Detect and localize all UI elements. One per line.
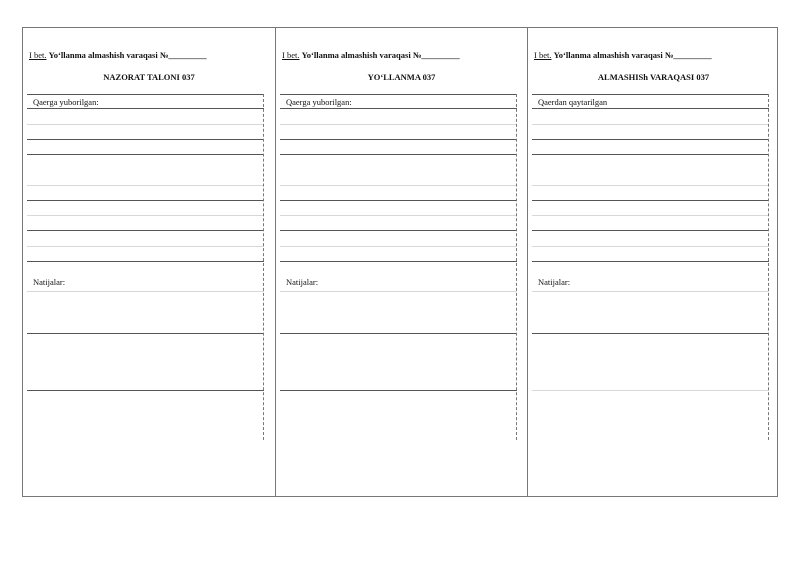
results-label: Natijalar: (538, 277, 571, 287)
form-line (532, 154, 769, 155)
form-line (280, 261, 517, 262)
form-line (532, 333, 769, 334)
form-line (532, 108, 769, 109)
form-line (532, 200, 769, 201)
form-line (27, 291, 264, 292)
form-line (280, 230, 517, 231)
form-line (532, 261, 769, 262)
panel-header (534, 50, 712, 60)
form-line (27, 215, 264, 216)
form-line (27, 124, 264, 125)
panel-referral (275, 28, 527, 496)
panel-title: ALMASHISh VARAQASI 037 (597, 72, 710, 82)
form-line (280, 139, 517, 140)
page-label: I bet. (29, 50, 47, 60)
form-line (280, 108, 517, 109)
panel-header (282, 50, 460, 60)
document-label: Yo‘llanma almashish varaqasi №_________ (553, 50, 712, 60)
form-line (532, 230, 769, 231)
form-line (532, 215, 769, 216)
form-line (532, 185, 769, 186)
cut-line (263, 94, 264, 440)
form-line (280, 333, 517, 334)
form-line (27, 108, 264, 109)
form-line (280, 215, 517, 216)
panel-exchange-sheet (527, 28, 779, 496)
form-line (280, 124, 517, 125)
origin-label: Qaerdan qaytarilgan (538, 97, 608, 107)
document-label: Yo‘llanma almashish varaqasi №_________ (301, 50, 460, 60)
form-line (532, 390, 769, 391)
destination-label: Qaerga yuborilgan: (33, 97, 99, 107)
form-line (27, 154, 264, 155)
form-line (280, 94, 517, 95)
cut-line (768, 94, 769, 440)
form-line (27, 246, 264, 247)
page-label: I bet. (534, 50, 552, 60)
form-line (532, 139, 769, 140)
form-line (27, 333, 264, 334)
destination-label: Qaerga yuborilgan: (286, 97, 352, 107)
panel-control-stub (23, 28, 275, 496)
form-line (280, 200, 517, 201)
form-line (280, 291, 517, 292)
form-sheet (22, 27, 778, 497)
form-line (27, 230, 264, 231)
form-line (27, 185, 264, 186)
form-line (280, 185, 517, 186)
form-line (280, 154, 517, 155)
form-line (27, 200, 264, 201)
results-label: Natijalar: (286, 277, 319, 287)
form-line (27, 139, 264, 140)
form-line (27, 390, 264, 391)
form-line (532, 94, 769, 95)
panel-header (29, 50, 207, 60)
panel-title: YO‘LLANMA 037 (367, 72, 436, 82)
form-line (27, 261, 264, 262)
results-label: Natijalar: (33, 277, 66, 287)
document-label: Yo‘llanma almashish varaqasi №_________ (48, 50, 207, 60)
cut-line (516, 94, 517, 440)
form-line (280, 390, 517, 391)
panel-title: NAZORAT TALONI 037 (103, 72, 195, 82)
page-label: I bet. (282, 50, 300, 60)
form-line (532, 246, 769, 247)
form-line (532, 124, 769, 125)
form-line (280, 246, 517, 247)
form-line (27, 94, 264, 95)
form-line (532, 291, 769, 292)
